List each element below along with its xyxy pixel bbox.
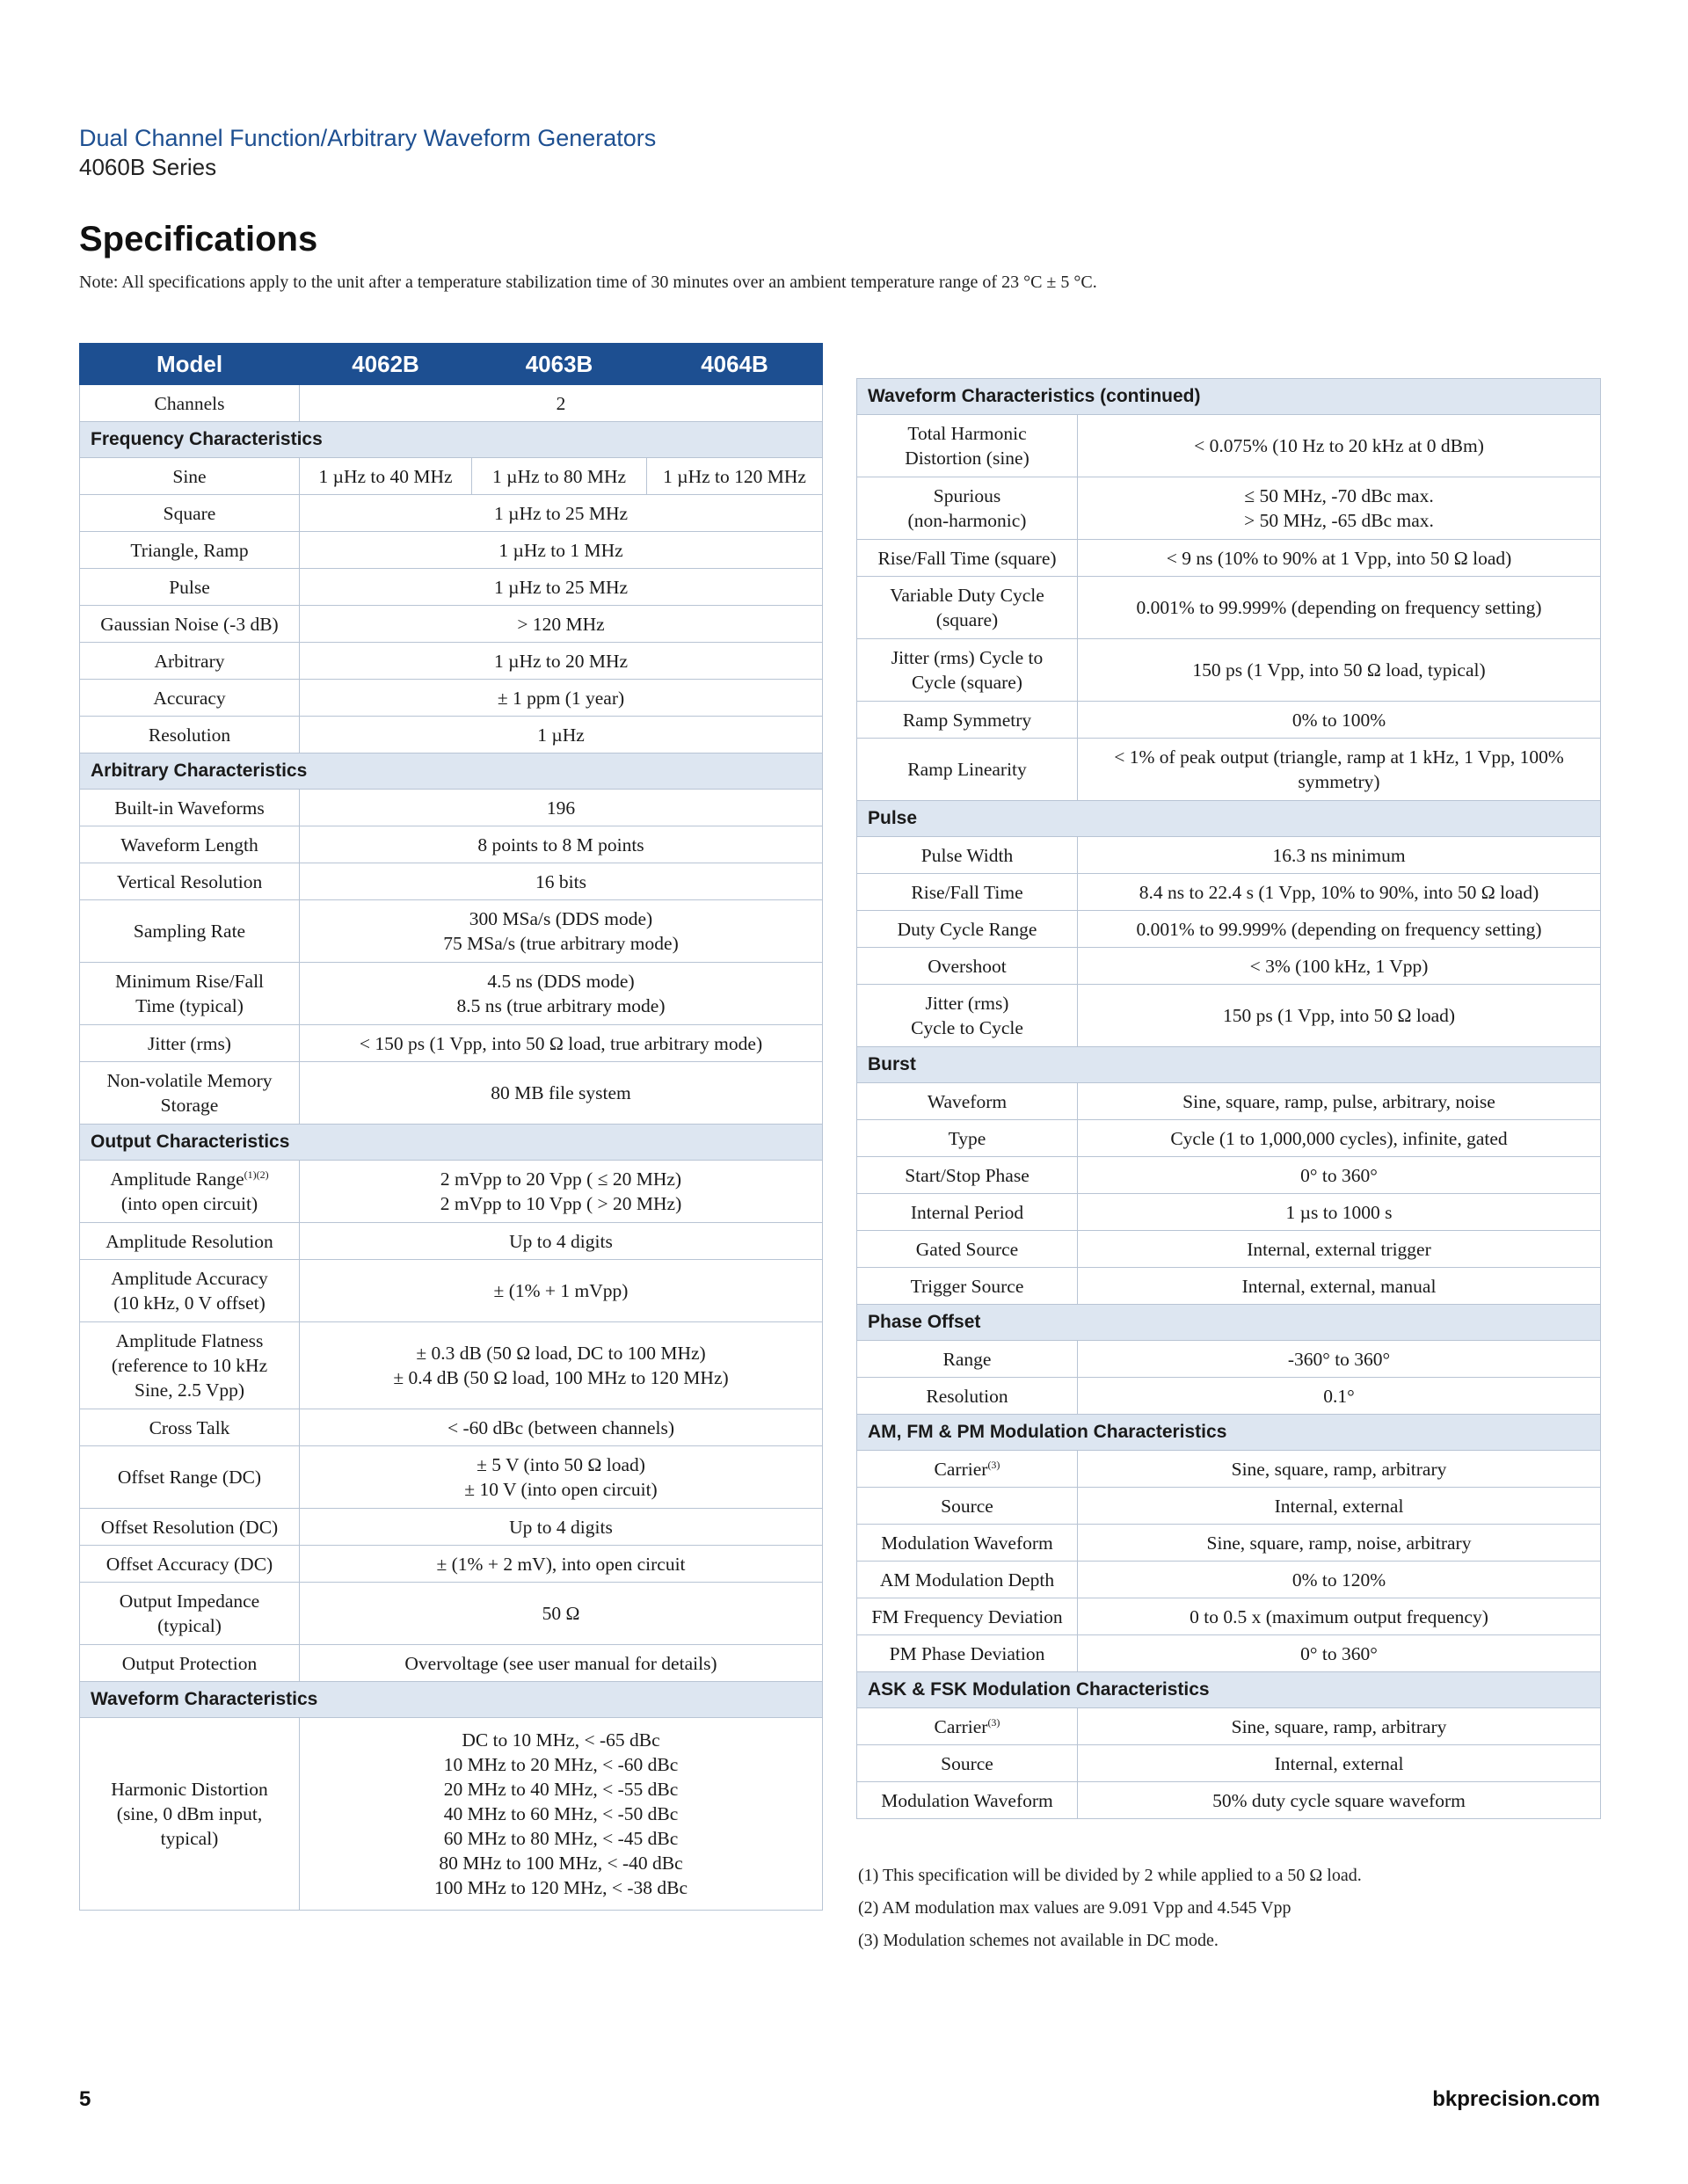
spec-row (80, 680, 823, 717)
spec-row (857, 1268, 1601, 1305)
spec-label (857, 577, 1078, 639)
spec-row (857, 1231, 1601, 1268)
spec-row (80, 606, 823, 643)
document-header (79, 123, 656, 181)
spec-label (857, 477, 1078, 540)
spec-label: Duty Cycle Range (857, 911, 1078, 948)
footnote-3: (3) Modulation schemes not available in DC mode. (858, 1931, 1219, 1950)
spec-label: Pulse (80, 569, 300, 606)
spec-row (80, 790, 823, 826)
value-line: 300 MSa/s (DDS mode) (469, 908, 653, 929)
spec-value: 16.3 ns minimum (1078, 837, 1601, 874)
spec-value: 1 µHz to 25 MHz (300, 569, 823, 606)
spec-value: < 9 ns (10% to 90% at 1 Vpp, into 50 Ω load) (1078, 540, 1601, 577)
label-line: Cycle (square) (912, 672, 1022, 693)
spec-row (857, 1083, 1601, 1120)
spec-value: ± (1% + 1 mVpp) (300, 1260, 823, 1322)
spec-label: AM Modulation Depth (857, 1562, 1078, 1598)
section-phase-offset (857, 1305, 1601, 1341)
value-line: 40 MHz to 60 MHz, < -50 dBc (443, 1803, 679, 1824)
value-line: 10 MHz to 20 MHz, < -60 dBc (443, 1754, 679, 1775)
spec-value: ± (1% + 2 mV), into open circuit (300, 1546, 823, 1583)
spec-row (857, 1194, 1601, 1231)
spec-row (857, 1120, 1601, 1157)
spec-row (857, 1378, 1601, 1415)
spec-value: ± 1 ppm (1 year) (300, 680, 823, 717)
spec-value (1078, 477, 1601, 540)
value-line: ± 0.3 dB (50 Ω load, DC to 100 MHz) (416, 1343, 706, 1364)
spec-row (80, 495, 823, 532)
spec-label: Ramp Linearity (857, 739, 1078, 801)
spec-label: PM Phase Deviation (857, 1635, 1078, 1672)
label-line: Sine, 2.5 Vpp) (134, 1380, 245, 1401)
spec-value: 1 µHz (300, 717, 823, 753)
spec-row (857, 1341, 1601, 1378)
value-line: ≤ 50 MHz, -70 dBc max. (1244, 485, 1434, 506)
spec-value (300, 900, 823, 963)
spec-row (857, 1745, 1601, 1782)
section-title: Frequency Characteristics (80, 422, 823, 458)
value-line: 4.5 ns (DDS mode) (487, 971, 635, 992)
spec-label: Vertical Resolution (80, 863, 300, 900)
section-frequency (80, 422, 823, 458)
label-line: Variable Duty Cycle (890, 585, 1044, 606)
spec-value: 0° to 360° (1078, 1635, 1601, 1672)
spec-row (857, 948, 1601, 985)
label-line: Time (typical) (135, 995, 244, 1016)
model-header-label: Model (80, 344, 300, 385)
spec-value: 0.001% to 99.999% (depending on frequency setting) (1078, 911, 1601, 948)
spec-value: 0.001% to 99.999% (depending on frequency setting) (1078, 577, 1601, 639)
spec-label (857, 1451, 1078, 1488)
spec-row (857, 415, 1601, 477)
label-text: Carrier (934, 1458, 988, 1480)
label-line: typical) (160, 1828, 219, 1849)
spec-label: Triangle, Ramp (80, 532, 300, 569)
model-4062b: 4062B (300, 344, 472, 385)
spec-note: Note: All specifications apply to the unit after a temperature stabilization time of 30 minutes over an ambient temperature range of 23 °C ± 5 °C. (79, 273, 1097, 292)
spec-value: 0.1° (1078, 1378, 1601, 1415)
value-line: 100 MHz to 120 MHz, < -38 dBc (433, 1877, 688, 1898)
label-line: (non-harmonic) (907, 510, 1027, 531)
spec-label: Accuracy (80, 680, 300, 717)
footnote-ref: (1)(2) (244, 1168, 269, 1181)
label-line: Amplitude Flatness (115, 1330, 264, 1351)
spec-row-harmonic-distortion (80, 1718, 823, 1911)
spec-label: Modulation Waveform (857, 1782, 1078, 1819)
section-title: Output Characteristics (80, 1125, 823, 1161)
spec-row (857, 1635, 1601, 1672)
spec-value: Cycle (1 to 1,000,000 cycles), infinite, gated (1078, 1120, 1601, 1157)
spec-row (857, 837, 1601, 874)
spec-row (80, 1409, 823, 1446)
series-title: Dual Channel Function/Arbitrary Waveform Generators (79, 125, 657, 151)
spec-label: Source (857, 1488, 1078, 1525)
spec-row (80, 900, 823, 963)
spec-value: > 120 MHz (300, 606, 823, 643)
spec-row (80, 569, 823, 606)
label-line: Amplitude Accuracy (111, 1268, 268, 1289)
spec-row (80, 532, 823, 569)
label-line: Minimum Rise/Fall (114, 971, 265, 992)
spec-label: Amplitude Resolution (80, 1223, 300, 1260)
spec-label: Jitter (rms) (80, 1025, 300, 1062)
spec-value: 0% to 120% (1078, 1562, 1601, 1598)
label-text: Carrier (934, 1715, 988, 1737)
label-line (85, 1167, 294, 1191)
label-line: Harmonic Distortion (111, 1779, 268, 1800)
spec-value: < 0.075% (10 Hz to 20 kHz at 0 dBm) (1078, 415, 1601, 477)
footnote-2: (2) AM modulation max values are 9.091 Vpp and 4.545 Vpp (858, 1898, 1291, 1918)
spec-value: 50% duty cycle square waveform (1078, 1782, 1601, 1819)
spec-value (300, 963, 823, 1025)
section-title: Waveform Characteristics (continued) (857, 379, 1601, 415)
spec-value: 16 bits (300, 863, 823, 900)
spec-row (857, 477, 1601, 540)
label-line: Distortion (sine) (905, 448, 1030, 469)
spec-label: Type (857, 1120, 1078, 1157)
spec-label: Start/Stop Phase (857, 1157, 1078, 1194)
spec-row (857, 985, 1601, 1047)
spec-row (857, 1782, 1601, 1819)
spec-row (857, 1525, 1601, 1562)
spec-row (80, 1583, 823, 1645)
section-title: Phase Offset (857, 1305, 1601, 1341)
spec-label: Arbitrary (80, 643, 300, 680)
label-line: Total Harmonic (907, 423, 1027, 444)
model-4063b: 4063B (472, 344, 647, 385)
spec-value: 0 to 0.5 x (maximum output frequency) (1078, 1598, 1601, 1635)
spec-value: 196 (300, 790, 823, 826)
section-pulse (857, 801, 1601, 837)
section-output (80, 1125, 823, 1161)
spec-value: Up to 4 digits (300, 1223, 823, 1260)
spec-value: Internal, external (1078, 1488, 1601, 1525)
spec-row (80, 717, 823, 753)
label-line: Output Impedance (119, 1591, 260, 1612)
spec-value: 1 µHz to 25 MHz (300, 495, 823, 532)
spec-row (80, 963, 823, 1025)
spec-label: Pulse Width (857, 837, 1078, 874)
spec-row (80, 1260, 823, 1322)
label-line: Storage (160, 1095, 219, 1116)
spec-value: 50 Ω (300, 1583, 823, 1645)
spec-label: Gaussian Noise (-3 dB) (80, 606, 300, 643)
spec-row (857, 702, 1601, 739)
spec-row (80, 1509, 823, 1546)
spec-value: 0° to 360° (1078, 1157, 1601, 1194)
label-line: (into open circuit) (120, 1193, 258, 1214)
spec-label (80, 1062, 300, 1125)
spec-label: Rise/Fall Time (857, 874, 1078, 911)
spec-row (857, 874, 1601, 911)
spec-label: Waveform Length (80, 826, 300, 863)
spec-label (80, 1322, 300, 1409)
spec-value: < 150 ps (1 Vpp, into 50 Ω load, true arbitrary mode) (300, 1025, 823, 1062)
spec-row-sine (80, 458, 823, 495)
label-line: (10 kHz, 0 V offset) (113, 1292, 266, 1314)
spec-label: Internal Period (857, 1194, 1078, 1231)
value-line: 60 MHz to 80 MHz, < -45 dBc (443, 1828, 679, 1849)
spec-label: Modulation Waveform (857, 1525, 1078, 1562)
spec-label: Channels (80, 385, 300, 422)
spec-row (857, 911, 1601, 948)
spec-label: Offset Accuracy (DC) (80, 1546, 300, 1583)
spec-row (80, 1062, 823, 1125)
section-waveform (80, 1682, 823, 1718)
spec-value: Sine, square, ramp, noise, arbitrary (1078, 1525, 1601, 1562)
spec-row-carrier (857, 1451, 1601, 1488)
label-line: Cycle to Cycle (911, 1017, 1023, 1038)
spec-row (80, 1446, 823, 1509)
spec-row (857, 739, 1601, 801)
series-subtitle: 4060B Series (79, 154, 217, 180)
spec-label: Offset Range (DC) (80, 1446, 300, 1509)
spec-value: 150 ps (1 Vpp, into 50 Ω load, typical) (1078, 639, 1601, 702)
spec-row (857, 540, 1601, 577)
value-line: 2 mVpp to 10 Vpp ( > 20 MHz) (440, 1193, 682, 1214)
section-title: AM, FM & PM Modulation Characteristics (857, 1415, 1601, 1451)
spec-label: Resolution (857, 1378, 1078, 1415)
spec-row (80, 1546, 823, 1583)
spec-label: Built-in Waveforms (80, 790, 300, 826)
spec-value (300, 1161, 823, 1223)
page-number: 5 (79, 2087, 91, 2111)
spec-label: Ramp Symmetry (857, 702, 1078, 739)
label-line: Jitter (rms) (925, 993, 1009, 1014)
spec-label (857, 985, 1078, 1047)
footnotes (858, 1860, 1605, 1957)
spec-value: 1 µHz to 1 MHz (300, 532, 823, 569)
spec-label: FM Frequency Deviation (857, 1598, 1078, 1635)
spec-value: Sine, square, ramp, pulse, arbitrary, noise (1078, 1083, 1601, 1120)
value-line: symmetry) (1298, 771, 1380, 792)
spec-value: -360° to 360° (1078, 1341, 1601, 1378)
section-ask-fsk (857, 1672, 1601, 1708)
section-burst (857, 1047, 1601, 1083)
spec-label: Overshoot (857, 948, 1078, 985)
spec-label (857, 415, 1078, 477)
spec-value: < 3% (100 kHz, 1 Vpp) (1078, 948, 1601, 985)
spec-value-4062b: 1 µHz to 40 MHz (300, 458, 472, 495)
spec-label: Trigger Source (857, 1268, 1078, 1305)
value-line: 8.5 ns (true arbitrary mode) (456, 995, 666, 1016)
spec-row-channels (80, 385, 823, 422)
spec-label: Sine (80, 458, 300, 495)
section-title: Waveform Characteristics (80, 1682, 823, 1718)
spec-label: Square (80, 495, 300, 532)
spec-value-4063b: 1 µHz to 80 MHz (472, 458, 647, 495)
spec-table-left (79, 343, 823, 1911)
website-url[interactable]: bkprecision.com (1432, 2087, 1600, 2111)
spec-label: Output Protection (80, 1645, 300, 1682)
label-line: (reference to 10 kHz (111, 1355, 268, 1376)
page-title: Specifications (79, 220, 318, 258)
section-title: ASK & FSK Modulation Characteristics (857, 1672, 1601, 1708)
footnote-ref: (3) (987, 1458, 1000, 1471)
spec-label: Waveform (857, 1083, 1078, 1120)
value-line: ± 5 V (into 50 Ω load) (477, 1454, 645, 1475)
spec-label: Rise/Fall Time (square) (857, 540, 1078, 577)
spec-row-carrier (857, 1708, 1601, 1745)
value-line: > 50 MHz, -65 dBc max. (1244, 510, 1434, 531)
spec-label (80, 1161, 300, 1223)
spec-row-amplitude-range (80, 1161, 823, 1223)
spec-label: Source (857, 1745, 1078, 1782)
spec-row (80, 643, 823, 680)
spec-value: Internal, external trigger (1078, 1231, 1601, 1268)
model-header-row (80, 344, 823, 385)
spec-row (857, 639, 1601, 702)
spec-row (857, 1562, 1601, 1598)
spec-value: Sine, square, ramp, arbitrary (1078, 1708, 1601, 1745)
spec-label (857, 639, 1078, 702)
label-line: (sine, 0 dBm input, (116, 1803, 263, 1824)
spec-row (80, 1322, 823, 1409)
label-line: (typical) (157, 1615, 222, 1636)
spec-row (80, 863, 823, 900)
spec-row (857, 577, 1601, 639)
value-line: ± 10 V (into open circuit) (464, 1479, 658, 1500)
spec-label: Offset Resolution (DC) (80, 1509, 300, 1546)
spec-value: 1 µHz to 20 MHz (300, 643, 823, 680)
value-line: 80 MHz to 100 MHz, < -40 dBc (439, 1853, 683, 1874)
footnote-ref: (3) (987, 1715, 1000, 1729)
spec-label (80, 1260, 300, 1322)
spec-value: 1 µs to 1000 s (1078, 1194, 1601, 1231)
footnote-1: (1) This specification will be divided by 2 while applied to a 50 Ω load. (858, 1866, 1362, 1885)
value-line: < 1% of peak output (triangle, ramp at 1 kHz, 1 Vpp, 100% (1114, 746, 1564, 768)
spec-value: Sine, square, ramp, arbitrary (1078, 1451, 1601, 1488)
spec-table-right (856, 378, 1601, 1819)
value-line: 2 mVpp to 20 Vpp ( ≤ 20 MHz) (440, 1168, 682, 1190)
spec-value: 8 points to 8 M points (300, 826, 823, 863)
spec-value: 80 MB file system (300, 1062, 823, 1125)
value-line: 75 MSa/s (true arbitrary mode) (443, 933, 679, 954)
spec-row (857, 1598, 1601, 1635)
spec-label (80, 963, 300, 1025)
spec-value (300, 1446, 823, 1509)
section-title: Arbitrary Characteristics (80, 753, 823, 790)
spec-label (857, 1708, 1078, 1745)
spec-value: 8.4 ns to 22.4 s (1 Vpp, 10% to 90%, into 50 Ω load) (1078, 874, 1601, 911)
section-title: Burst (857, 1047, 1601, 1083)
spec-value: Internal, external, manual (1078, 1268, 1601, 1305)
spec-label: Cross Talk (80, 1409, 300, 1446)
spec-row (80, 1223, 823, 1260)
section-am-fm-pm (857, 1415, 1601, 1451)
value-line: ± 0.4 dB (50 Ω load, 100 MHz to 120 MHz) (393, 1367, 729, 1388)
label-line: Non-volatile Memory (106, 1070, 273, 1091)
model-4064b: 4064B (647, 344, 823, 385)
value-line: 20 MHz to 40 MHz, < -55 dBc (443, 1779, 679, 1800)
spec-value (300, 1322, 823, 1409)
spec-label: Resolution (80, 717, 300, 753)
spec-label (80, 1583, 300, 1645)
spec-row (80, 1025, 823, 1062)
label-line: Jitter (rms) Cycle to (891, 647, 1044, 668)
spec-value: 2 (300, 385, 823, 422)
spec-label: Gated Source (857, 1231, 1078, 1268)
section-arbitrary (80, 753, 823, 790)
spec-value: 150 ps (1 Vpp, into 50 Ω load) (1078, 985, 1601, 1047)
spec-value: Internal, external (1078, 1745, 1601, 1782)
spec-value (1078, 739, 1601, 801)
spec-label: Range (857, 1341, 1078, 1378)
spec-value-4064b: 1 µHz to 120 MHz (647, 458, 823, 495)
spec-row (80, 1645, 823, 1682)
spec-value (300, 1718, 823, 1911)
section-title: Pulse (857, 801, 1601, 837)
value-line: DC to 10 MHz, < -65 dBc (462, 1729, 660, 1751)
label-line: Spurious (933, 485, 1001, 506)
section-waveform-continued (857, 379, 1601, 415)
label-line: (square) (935, 609, 999, 630)
spec-label (80, 1718, 300, 1911)
spec-row (857, 1157, 1601, 1194)
label-text: Amplitude Range (110, 1168, 244, 1190)
spec-row (80, 826, 823, 863)
spec-row (857, 1488, 1601, 1525)
spec-value: Up to 4 digits (300, 1509, 823, 1546)
spec-value: 0% to 100% (1078, 702, 1601, 739)
spec-label: Sampling Rate (80, 900, 300, 963)
spec-value: < -60 dBc (between channels) (300, 1409, 823, 1446)
spec-value: Overvoltage (see user manual for details) (300, 1645, 823, 1682)
